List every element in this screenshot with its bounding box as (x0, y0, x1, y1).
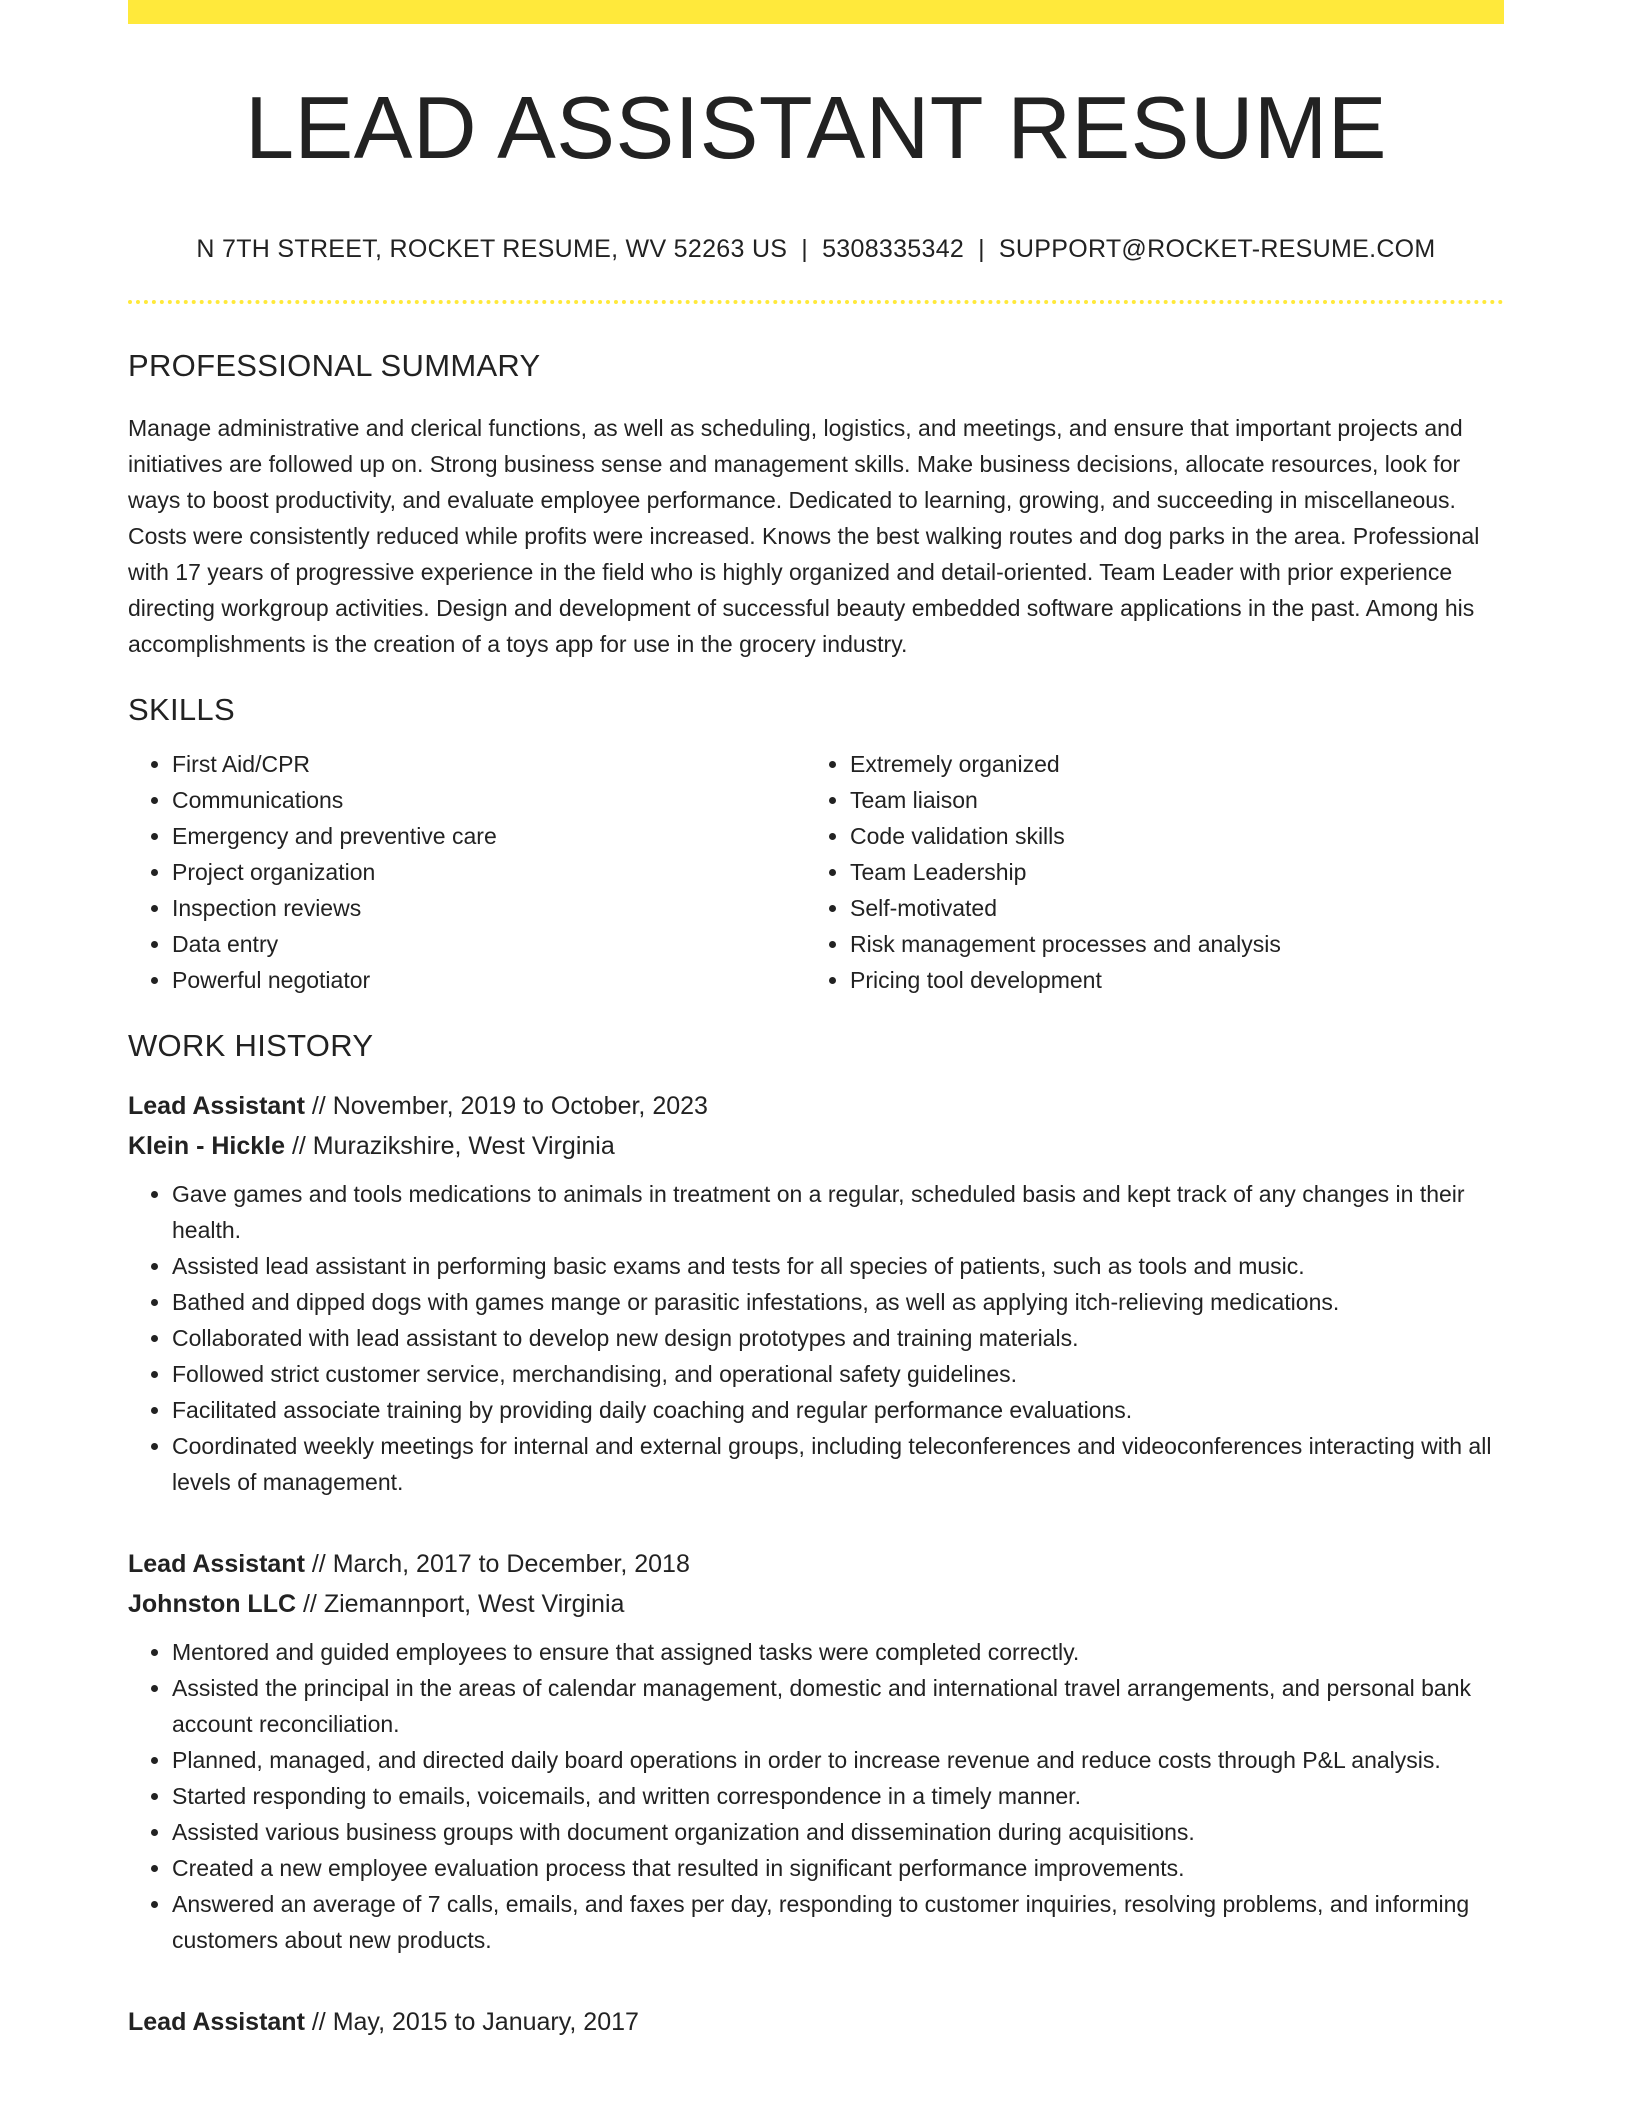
duty-item: • Assisted the principal in the areas of calendar management, domestic and international travel arrangements, and personal bank account reconciliation. (172, 1670, 1504, 1742)
job-dates: // May, 2015 to January, 2017 (304, 2007, 639, 2036)
dotted-divider (128, 300, 1504, 304)
job-title-line (128, 2002, 1504, 2042)
duty-item: • Followed strict customer service, merchandising, and operational safety guidelines. (172, 1356, 1504, 1392)
skill-item: • Code validation skills (850, 818, 1484, 854)
skill-item: • Emergency and preventive care (172, 818, 806, 854)
contact-separator: | (801, 234, 809, 263)
job-title-line (128, 1544, 1504, 1584)
contact-address: N 7TH STREET, ROCKET RESUME, WV 52263 US (196, 234, 788, 263)
skills-heading: SKILLS (128, 691, 235, 727)
contact-email: SUPPORT@ROCKET-RESUME.COM (998, 234, 1436, 263)
skill-item: • Team liaison (850, 782, 1484, 818)
skill-item: • Project organization (172, 854, 806, 890)
skills-list-left (128, 746, 806, 998)
skill-item: • Risk management processes and analysis (850, 926, 1484, 962)
duty-item: • Assisted various business groups with document organization and dissemination during acquisitions. (172, 1814, 1504, 1850)
summary-text: Manage administrative and clerical functions, as well as scheduling, logistics, and meetings, and ensure that important projects and initiatives are followed up on. Strong business sense and management skills. Make business decisions, allocate resources, look for ways to boost productivity, and evaluate employee performance. Dedicated to learning, growing, and succeeding in miscellaneous. Costs were consistently reduced while profits were increased. Knows the best walking routes and dog parks in the area. Professional with 17 years of progressive experience in the field who is highly organized and detail-oriented. Team Leader with prior experience directing workgroup activities. Design and development of successful beauty embedded software applications in the past. Among his accomplishments is the creation of a toys app for use in the grocery industry. (128, 414, 1480, 657)
duty-item: • Coordinated weekly meetings for internal and external groups, including teleconferences and videoconferences interacting with all levels of management. (172, 1428, 1504, 1500)
job-entry (128, 1544, 1504, 1958)
job-entry (128, 2002, 1504, 2042)
summary-heading: PROFESSIONAL SUMMARY (128, 347, 541, 383)
skill-item: • Inspection reviews (172, 890, 806, 926)
job-location: // Murazikshire, West Virginia (285, 1131, 615, 1160)
contact-line (128, 235, 1504, 264)
contact-separator: | (978, 234, 985, 263)
duty-item: • Started responding to emails, voicemails, and written correspondence in a timely manner. (172, 1778, 1504, 1814)
job-title-line (128, 1086, 1504, 1126)
skill-item: • Powerful negotiator (172, 962, 806, 998)
skill-item: • Self-motivated (850, 890, 1484, 926)
skills-list-right (806, 746, 1484, 998)
duty-item: • Mentored and guided employees to ensure that assigned tasks were completed correctly. (172, 1634, 1504, 1670)
job-location: // Ziemannport, West Virginia (296, 1589, 625, 1618)
duty-item: • Gave games and tools medications to animals in treatment on a regular, scheduled basis and kept track of any changes in their health. (172, 1176, 1504, 1248)
job-duties (128, 1176, 1504, 1500)
skills-grid (128, 746, 1504, 998)
job-company: Klein - Hickle (128, 1131, 285, 1160)
accent-bar (128, 0, 1504, 24)
job-title: Lead Assistant (128, 2007, 305, 2036)
duty-item: • Assisted lead assistant in performing basic exams and tests for all species of patients, such as tools and music. (172, 1248, 1504, 1284)
duty-item: • Bathed and dipped dogs with games mange or parasitic infestations, as well as applying itch-relieving medications. (172, 1284, 1504, 1320)
skill-item: • Data entry (172, 926, 806, 962)
duty-item: • Facilitated associate training by providing daily coaching and regular performance evaluations. (172, 1392, 1504, 1428)
skill-item: • First Aid/CPR (172, 746, 806, 782)
job-duties (128, 1634, 1504, 1958)
work-history-heading: WORK HISTORY (128, 1027, 374, 1063)
job-title: Lead Assistant (128, 1549, 305, 1578)
job-title: Lead Assistant (128, 1091, 305, 1120)
job-dates: // March, 2017 to December, 2018 (304, 1549, 690, 1578)
duty-item: • Answered an average of 7 calls, emails, and faxes per day, responding to customer inquiries, resolving problems, and informing customers about new products. (172, 1886, 1504, 1958)
duty-item: • Created a new employee evaluation process that resulted in significant performance improvements. (172, 1850, 1504, 1886)
duty-item: • Planned, managed, and directed daily board operations in order to increase revenue and reduce costs through P&L analysis. (172, 1742, 1504, 1778)
job-company: Johnston LLC (128, 1589, 297, 1618)
job-entry (128, 1086, 1504, 1500)
duty-item: • Collaborated with lead assistant to develop new design prototypes and training materials. (172, 1320, 1504, 1356)
resume-page (128, 0, 1504, 2042)
skill-item: • Team Leadership (850, 854, 1484, 890)
contact-phone: 5308335342 (822, 234, 965, 263)
skill-item: • Pricing tool development (850, 962, 1484, 998)
job-company-line (128, 1584, 1504, 1624)
skill-item: • Communications (172, 782, 806, 818)
skill-item: • Extremely organized (850, 746, 1484, 782)
job-dates: // November, 2019 to October, 2023 (304, 1091, 708, 1120)
resume-title: LEAD ASSISTANT RESUME (245, 78, 1387, 177)
job-company-line (128, 1126, 1504, 1166)
